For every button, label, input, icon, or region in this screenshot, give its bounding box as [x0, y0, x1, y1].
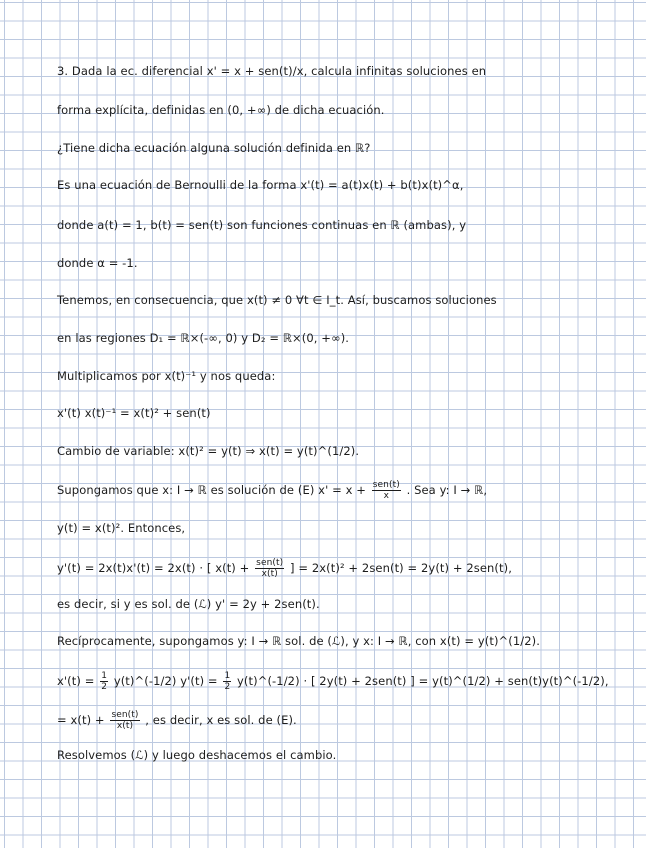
derivative-line [57, 558, 632, 579]
consequence-line: Tenemos, en consecuencia, que x(t) ≠ 0 ∀t ∈ I_t. Así, buscamos soluciones [57, 293, 497, 307]
fraction-denominator: 2 [101, 682, 108, 692]
converse-line: Recíprocamente, supongamos y: I → ℝ sol. de (ℒ), y x: I → ℝ, con x(t) = y(t)^(1/2). [57, 634, 541, 648]
text: = x(t) + [57, 713, 105, 727]
question-line: ¿Tiene dicha ecuación alguna solución definida en ℝ? [57, 141, 371, 155]
fraction [372, 480, 401, 501]
alpha-line: donde α = -1. [57, 256, 138, 270]
regions-line: en las regiones D₁ = ℝ×(-∞, 0) y D₂ = ℝ×(0, +∞). [57, 331, 350, 345]
fraction [100, 671, 108, 692]
conclusion-line: es decir, si y es sol. de (ℒ) y' = 2y + 2sen(t). [57, 597, 320, 611]
text: x'(t) = [57, 674, 95, 688]
problem-statement-line-2: forma explícita, definidas en (0, +∞) de dicha ecuación. [57, 103, 385, 117]
multiply-line: Multiplicamos por x(t)⁻¹ y nos queda: [57, 369, 276, 383]
text: y(t)^(-1/2) · [ 2y(t) + 2sen(t) ] = y(t)^(1/2) + sen(t)y(t)^(-1/2), [237, 674, 609, 688]
fraction-numerator: 1 [101, 671, 108, 681]
suppose-line [57, 480, 632, 501]
fraction-numerator: sen(t) [372, 480, 400, 490]
fraction-numerator: sen(t) [256, 558, 284, 568]
text: . Sea y: I → ℝ, [406, 483, 488, 497]
fraction-denominator: 2 [224, 682, 231, 692]
fraction-numerator: 1 [224, 671, 231, 681]
fraction-numerator: sen(t) [111, 710, 139, 720]
fraction-denominator: x(t) [261, 569, 278, 579]
text: Supongamos que x: I → ℝ es solución de (E) x' = x + [57, 483, 366, 497]
text: y'(t) = 2x(t)x'(t) = 2x(t) · [ x(t) + [57, 561, 250, 575]
text: y(t)^(-1/2) y'(t) = [113, 674, 218, 688]
fraction [110, 710, 139, 731]
fraction [223, 671, 231, 692]
bernoulli-line: Es una ecuación de Bernoulli de la forma x'(t) = a(t)x(t) + b(t)x(t)^α, [57, 178, 464, 192]
fraction-denominator: x [383, 491, 389, 501]
change-of-variable-line: Cambio de variable: x(t)² = y(t) ⇒ x(t) = y(t)^(1/2). [57, 444, 360, 458]
coefficients-line: donde a(t) = 1, b(t) = sen(t) son funciones continuas en ℝ (ambas), y [57, 218, 467, 232]
fraction-denominator: x(t) [116, 721, 134, 731]
result-line [57, 710, 632, 731]
final-line: Resolvemos (ℒ) y luego deshacemos el cambio. [57, 748, 337, 762]
problem-statement-line-1: 3. Dada la ec. diferencial x' = x + sen(t)/x, calcula infinitas soluciones en [57, 64, 487, 78]
x-derivative-line [57, 671, 632, 692]
equation-line: x'(t) x(t)⁻¹ = x(t)² + sen(t) [57, 406, 211, 420]
fraction [255, 558, 284, 579]
y-definition-line: y(t) = x(t)². Entonces, [57, 521, 186, 535]
text: ] = 2x(t)² + 2sen(t) = 2y(t) + 2sen(t), [290, 561, 512, 575]
text: , es decir, x es sol. de (E). [145, 713, 297, 727]
